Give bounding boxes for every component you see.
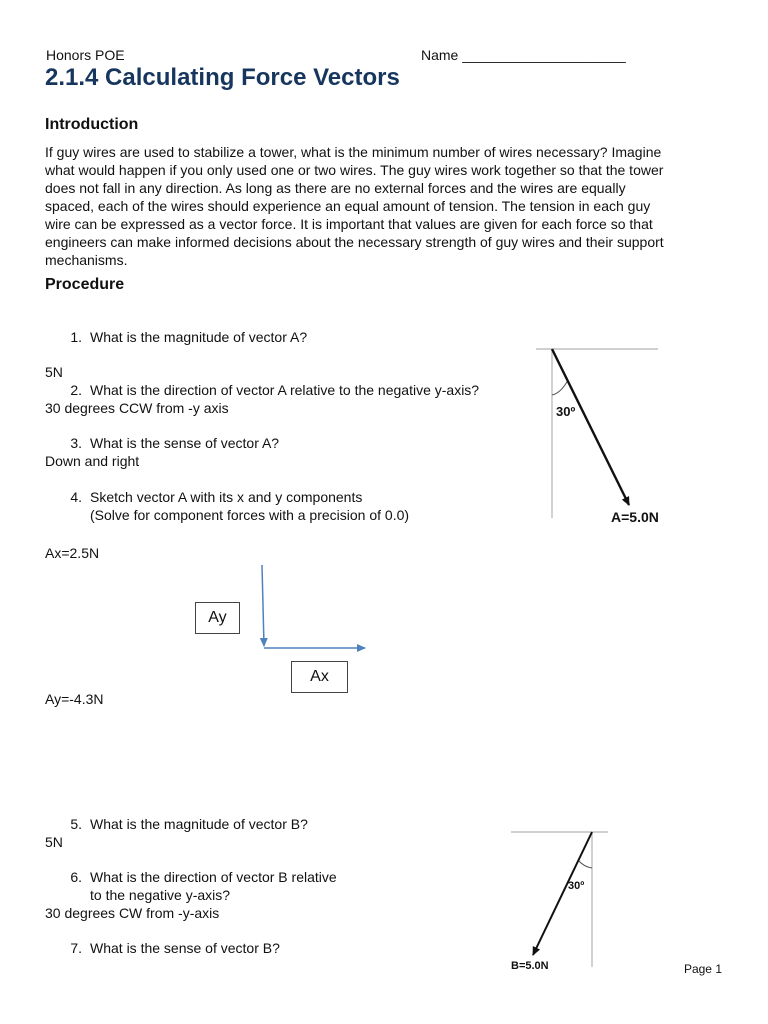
course-name: Honors POE <box>46 47 125 63</box>
intro-line: what would happen if you only used one or two wires. The guy wires work together so that the tower <box>45 162 664 178</box>
procedure-heading: Procedure <box>45 276 125 293</box>
question-text: Sketch vector A with its x and y components <box>90 489 363 505</box>
answer-5: 5N <box>45 834 63 850</box>
diagram-a-vector-label: A=5.0N <box>611 509 659 525</box>
diagram-b-vector-label: B=5.0N <box>511 960 549 972</box>
question-text: What is the magnitude of vector A? <box>90 329 308 345</box>
question-text: What is the direction of vector A relative to the negative y-axis? <box>90 382 480 398</box>
answer-1: 5N <box>45 364 63 380</box>
answer-3: Down and right <box>45 453 140 469</box>
question-number: 1. <box>70 329 82 345</box>
question-text: What is the direction of vector B relative <box>90 869 337 885</box>
page-title: 2.1.4 Calculating Force Vectors <box>45 64 400 91</box>
question-4-note: (Solve for component forces with a precision of 0.0) <box>90 507 410 523</box>
answer-4-ay: Ay=-4.3N <box>45 691 104 707</box>
name-field: Name _____________________ <box>421 47 626 63</box>
answer-2: 30 degrees CCW from -y axis <box>45 400 229 416</box>
intro-line: mechanisms. <box>45 252 128 268</box>
intro-line: does not fall in any direction. As long as there are no external forces and the wires are equally <box>45 180 626 196</box>
question-number: 3. <box>70 435 82 451</box>
answer-6: 30 degrees CW from -y-axis <box>45 905 220 921</box>
page-number: Page 1 <box>683 962 722 976</box>
question-text: What is the magnitude of vector B? <box>90 816 308 832</box>
ay-label: Ay <box>208 609 227 626</box>
diagram-b-angle-arc <box>578 860 592 868</box>
intro-line: wire can be expressed as a vector force. It is important that values are given for each force so that <box>45 216 653 232</box>
intro-line: engineers can make informed decisions about the necessary strength of guy wires and their support <box>45 234 664 250</box>
ax-label: Ax <box>310 668 329 685</box>
intro-line: spaced, each of the wires should experience an equal amount of tension. The tension in each guy <box>45 198 651 214</box>
question-number: 2. <box>70 382 82 398</box>
question-text: What is the sense of vector B? <box>90 940 280 956</box>
answer-4-ax: Ax=2.5N <box>45 545 100 561</box>
diagram-a-angle-label: 30º <box>556 404 576 419</box>
question-6-continued: to the negative y-axis? <box>90 887 231 903</box>
question-number: 6. <box>70 869 82 885</box>
vector-b-arrow <box>533 832 592 955</box>
introduction-heading: Introduction <box>45 116 139 133</box>
question-number: 4. <box>70 489 82 505</box>
question-number: 7. <box>70 940 82 956</box>
question-number: 5. <box>70 816 82 832</box>
question-text: What is the sense of vector A? <box>90 435 280 451</box>
intro-line: If guy wires are used to stabilize a tower, what is the minimum number of wires necessary? Imagine <box>45 144 662 160</box>
diagram-b-angle-label: 30º <box>568 880 585 892</box>
